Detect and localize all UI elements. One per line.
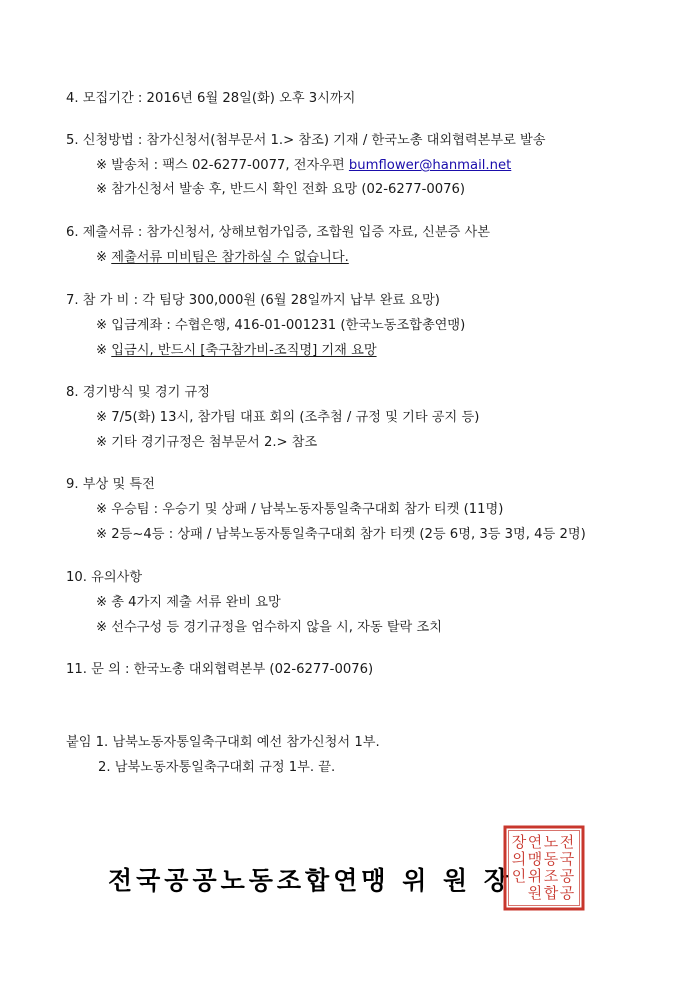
seal-glyph: 의 xyxy=(511,850,527,868)
section-6-note: ※ 제출서류 미비팀은 참가하실 수 없습니다. xyxy=(96,250,349,265)
seal-glyph: 전 xyxy=(559,833,575,851)
section-10-note-disqualify: ※ 선수구성 등 경기규정을 엄수하지 않을 시, 자동 탈락 조치 xyxy=(96,620,442,635)
seal-glyph: 위 xyxy=(527,867,543,885)
seal-glyph: 공 xyxy=(559,884,575,902)
seal-glyph: 장 xyxy=(511,833,527,851)
section-9-note-runnerup: ※ 2등~4등 : 상패 / 남북노동자통일축구대회 참가 티켓 (2등 6명, 3등 3명, 4등 2명) xyxy=(96,527,586,542)
section-9-note-winner: ※ 우승팀 : 우승기 및 상패 / 남북노동자통일축구대회 참가 티켓 (11명) xyxy=(96,502,504,517)
section-7-note-account: ※ 입금계좌 : 수협은행, 416-01-001231 (한국노동조합총연맹) xyxy=(96,318,466,333)
attachment-1: 붙임 1. 남북노동자통일축구대회 예선 참가신청서 1부. xyxy=(66,735,380,750)
section-5-note-send: ※ 발송처 : 팩스 02-6277-0077, 전자우편 bumflower@hanmail.net xyxy=(96,158,512,173)
email-link[interactable]: bumflower@hanmail.net xyxy=(348,158,512,173)
seal-glyph: 인 xyxy=(511,867,527,885)
seal-glyph: 국 xyxy=(559,850,575,868)
signature-title: 전국공공노동조합연맹 위 원 장 xyxy=(108,866,513,895)
section-5-note-confirm: ※ 참가신청서 발송 후, 반드시 확인 전화 요망 (02-6277-0076) xyxy=(96,182,466,197)
section-10-notes: 10. 유의사항 xyxy=(66,570,143,585)
section-7-fee: 7. 참 가 비 : 각 팀당 300,000원 (6월 28일까지 납부 완료 요망) xyxy=(66,293,440,308)
section-8-note-meeting: ※ 7/5(화) 13시, 참가팀 대표 회의 (조추첨 / 규정 및 기타 공지 등) xyxy=(96,410,480,425)
seal-glyph: 동 xyxy=(543,850,559,868)
section-7-note-deposit: ※ 입금시, 반드시 [축구참가비-조직명] 기재 요망 xyxy=(96,343,377,358)
section-10-note-docs: ※ 총 4가지 제출 서류 완비 요망 xyxy=(96,595,281,610)
seal-glyph: 원 xyxy=(527,884,543,902)
section-4-recruit-period: 4. 모집기간 : 2016년 6월 28일(화) 오후 3시까지 xyxy=(66,91,356,106)
seal-glyph: 맹 xyxy=(527,850,543,868)
section-6-documents: 6. 제출서류 : 참가신청서, 상해보험가입증, 조합원 입증 자료, 신분증 사본 xyxy=(66,225,491,240)
seal-glyph: 연 xyxy=(527,833,543,851)
attachment-2: 2. 남북노동자통일축구대회 규정 1부. 끝. xyxy=(98,760,336,775)
seal-glyph: 노 xyxy=(543,833,559,851)
seal-glyph: 공 xyxy=(559,867,575,885)
section-8-note-rules: ※ 기타 경기규정은 첨부문서 2.> 참조 xyxy=(96,435,318,450)
section-8-match-rules: 8. 경기방식 및 경기 규정 xyxy=(66,385,211,400)
section-11-inquiry: 11. 문 의 : 한국노총 대외협력본부 (02-6277-0076) xyxy=(66,662,374,677)
seal-glyph: 합 xyxy=(543,884,559,902)
seal-glyph: 조 xyxy=(543,867,559,885)
official-seal-stamp xyxy=(503,825,585,911)
section-5-apply-method: 5. 신청방법 : 참가신청서(첨부문서 1.> 참조) 기재 / 한국노총 대외협력본부로 발송 xyxy=(66,133,546,148)
section-9-awards: 9. 부상 및 특전 xyxy=(66,477,155,492)
